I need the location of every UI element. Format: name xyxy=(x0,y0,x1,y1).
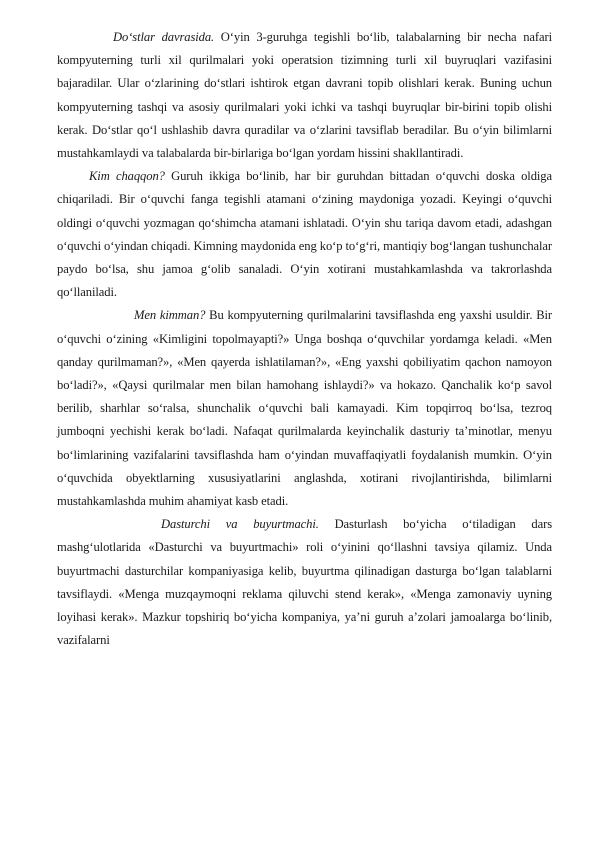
paragraph-kim-chaqqon xyxy=(57,165,552,304)
paragraph-lead: Dasturchi va buyurtmachi. xyxy=(161,517,319,532)
paragraph-dostlar-davrasida xyxy=(57,26,552,165)
document-page xyxy=(57,26,552,652)
paragraph-lead: Men kimman? xyxy=(134,308,206,323)
paragraph-lead: Kim chaqqon? xyxy=(89,169,165,184)
paragraph-dasturchi-va-buyurtmachi xyxy=(57,513,552,652)
paragraph-men-kimman xyxy=(57,304,552,513)
paragraph-body: O‘yin 3-guruhga tegishli bo‘lib, talabalarning bir necha nafari kompyuterning turli xil qurilmalari yoki operatsion tizimning turli xil buyruqlari vazifasini bajaradilar. Ular o‘zlarining do‘stlari ishtirok etgan davrani topib olishlari kerak. Buning uchun kompyuterning tashqi va asosiy qurilmalari yoki ichki va tashqi buyruqlar bir-birini topib olishi kerak. Do‘stlar qo‘l ushlashib davra quradilar va o‘zlarini tavsiflab beradilar. Bu o‘yin bilimlarni mustahkamlaydi va talabalarda bir-birlariga bo‘lgan yordam hissini shakllantiradi. xyxy=(57,30,552,161)
paragraph-lead: Do‘stlar davrasida. xyxy=(113,30,215,44)
paragraph-body: Dasturlash bo‘yicha o‘tiladigan dars mashg‘ulotlarida «Dasturchi va buyurtmachi» roli o‘yinini qo‘llashni tavsiya qilamiz. Unda buyurtmachi dasturchilar kompaniyasiga kelib, buyurtma qilinadigan dasturga bo‘lgan talablarni tavsiflaydi. «Menga muzqaymoqni reklama qiluvchi stend kerak», «Menga zamonaviy uyning loyihasi kerak». Mazkur topshiriq bo‘yicha kompaniya, ya’ni guruh a’zolari jamoalarga bo‘linib, vazifalarni xyxy=(57,517,552,648)
paragraph-body: Guruh ikkiga bo‘linib, har bir guruhdan bittadan o‘quvchi doska oldiga chiqariladi. Bir o‘quvchi fanga tegishli atamani o‘zining maydoniga yozadi. Keyingi o‘quvchi oldingi o‘quvchi yozmagan qo‘shimcha atamani ishlatadi. O‘yin shu tariqa davom etadi, adashgan o‘quvchi o‘yindan chiqadi. Kimning maydonida eng ko‘p to‘g‘ri, mantiqiy bog‘langan tushunchalar paydo bo‘lsa, shu jamoa g‘olib sanaladi. O‘yin xotirani mustahkamlashda va takrorlashda qo‘llaniladi. xyxy=(57,169,552,300)
paragraph-body: Bu kompyuterning qurilmalarini tavsiflashda eng yaxshi usuldir. Bir o‘quvchi o‘zining «Kimligini topolmayapti?» Unga boshqa o‘quvchilar yordamga keladi. «Men qanday qurilmaman?», «Men qayerda ishlatilaman?», «Eng yaxshi qobiliyatim qachon namoyon bo‘ladi?», «Qaysi qurilmalar men bilan hamohang ishlaydi?» va hokazo. Qanchalik ko‘p savol berilib, sharhlar so‘ralsa, shunchalik o‘quvchi bali kamayadi. Kim topqirroq bo‘lsa, tezroq jumboqni yechishi kerak bo‘ladi. Nafaqat qurilmalarda keyinchalik dasturiy ta’minotlar, menyu bo‘limlarining vazifalarini tavsiflashda ham o‘yindan muvaffaqiyatli foydalanish mumkin. O‘yin o‘quvchida obyektlarning xususiyatlarini anglashda, xotirani rivojlantirishda, bilimlarni mustahkamlashda muhim ahamiyat kasb etadi. xyxy=(57,308,552,509)
